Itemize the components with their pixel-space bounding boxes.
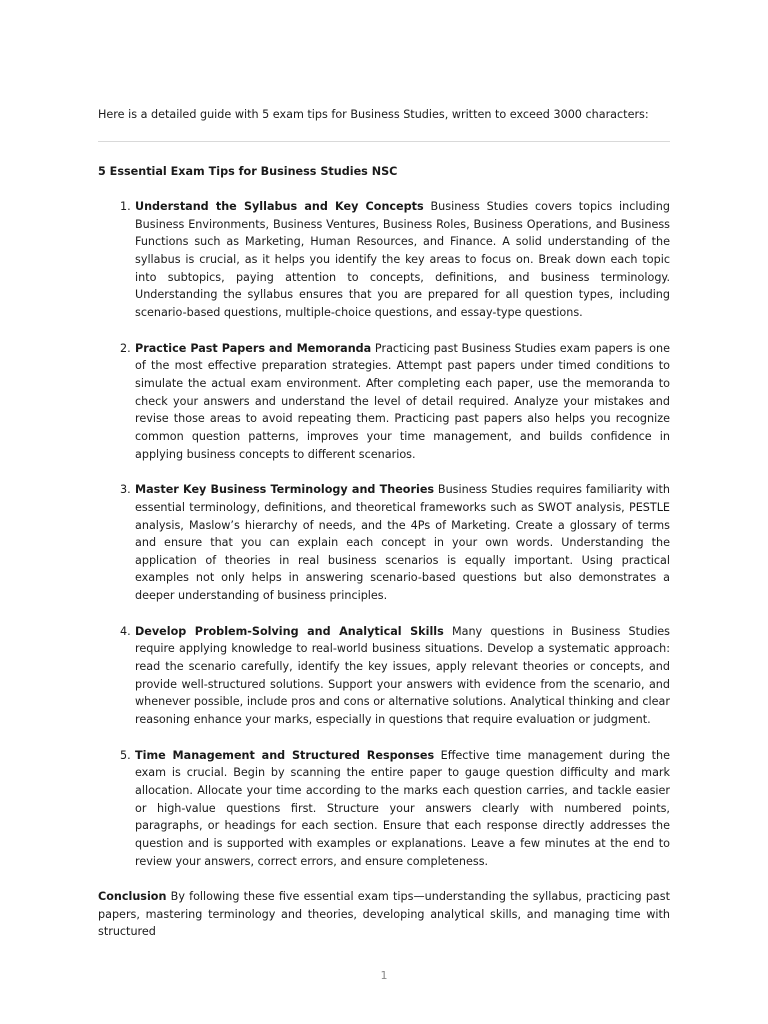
conclusion-title: Conclusion — [98, 890, 167, 903]
conclusion-paragraph — [98, 888, 670, 941]
section-heading: 5 Essential Exam Tips for Business Studies NSC — [98, 165, 398, 178]
tip-title: Master Key Business Terminology and Theories — [135, 483, 435, 497]
tip-title: Time Management and Structured Responses — [135, 748, 435, 762]
tip-number: 3. — [120, 483, 131, 497]
intro-text: Here is a detailed guide with 5 exam tips for Business Studies, written to exceed 3000 characters: — [98, 108, 649, 121]
tip-title: Understand the Syllabus and Key Concepts — [135, 200, 424, 213]
tips-list — [98, 198, 670, 888]
tip-body: Practicing past Business Studies exam papers is one of the most effective preparation strategies. Attempt past papers under timed conditions to simulate the actual exam environment. After completing each paper, use the memoranda to check your answers and understand the level of detail required. Analyze your mistakes and revise those areas to avoid repeating them. Practicing past papers also helps you recognize common question patterns, improves your time management, and builds confidence in applying business concepts to different scenarios. — [135, 341, 670, 461]
conclusion-body: By following these five essential exam tips—understanding the syllabus, practicing past papers, mastering terminology and theories, developing analytical skills, and managing time with structured — [98, 890, 671, 939]
tip-item — [98, 198, 670, 322]
page-number: 1 — [380, 969, 388, 982]
tip-number: 4. — [120, 624, 131, 638]
tip-title: Develop Problem-Solving and Analytical Skills — [135, 624, 444, 638]
tip-body: Business Studies covers topics including Business Environments, Business Ventures, Business Roles, Business Operations, and Business Functions such as Marketing, Human Resources, and Finance. A solid understanding of the syllabus is crucial, as it helps you identify the key areas to focus on. Break down each topic into subtopics, paying attention to concepts, definitions, and business terminology. Understanding the syllabus ensures that you are prepared for all question types, including scenario-based questions, multiple-choice questions, and essay-type questions. — [135, 200, 670, 319]
tip-item — [98, 623, 670, 729]
tip-item — [98, 747, 670, 871]
tip-number: 5. — [120, 748, 131, 762]
tip-title: Practice Past Papers and Memoranda — [135, 341, 372, 355]
tip-number: 2. — [120, 341, 131, 355]
tip-body: Many questions in Business Studies require applying knowledge to real-world business situations. Develop a systematic approach: read the scenario carefully, identify the key issues, apply relevant theories or concepts, and provide well-structured solutions. Support your answers with evidence from the scenario, and whenever possible, include pros and cons or alternative solutions. Analytical thinking and clear reasoning enhance your marks, especially in questions that require evaluation or judgment. — [135, 624, 671, 727]
tip-body: Effective time management during the exam is crucial. Begin by scanning the entire paper to gauge question difficulty and mark allocation. Allocate your time according to the marks each question carries, and tackle easier or high-value questions first. Structure your answers clearly with numbered points, paragraphs, or headings for each section. Ensure that each response directly addresses the question and is supported with examples or explanations. Leave a few minutes at the end to review your answers, correct errors, and ensure completeness. — [135, 748, 670, 868]
tip-body: Business Studies requires familiarity with essential terminology, definitions, and theoretical frameworks such as SWOT analysis, PESTLE analysis, Maslow’s hierarchy of needs, and the 4Ps of Marketing. Create a glossary of terms and ensure that you can explain each concept in your own words. Understanding the application of theories in real business scenarios is equally important. Using practical examples not only helps in answering scenario-based questions but also demonstrates a deeper understanding of business principles. — [135, 483, 670, 603]
tip-item — [98, 481, 670, 605]
tip-number: 1. — [120, 200, 131, 213]
tip-item — [98, 340, 670, 464]
horizontal-divider — [98, 141, 670, 142]
